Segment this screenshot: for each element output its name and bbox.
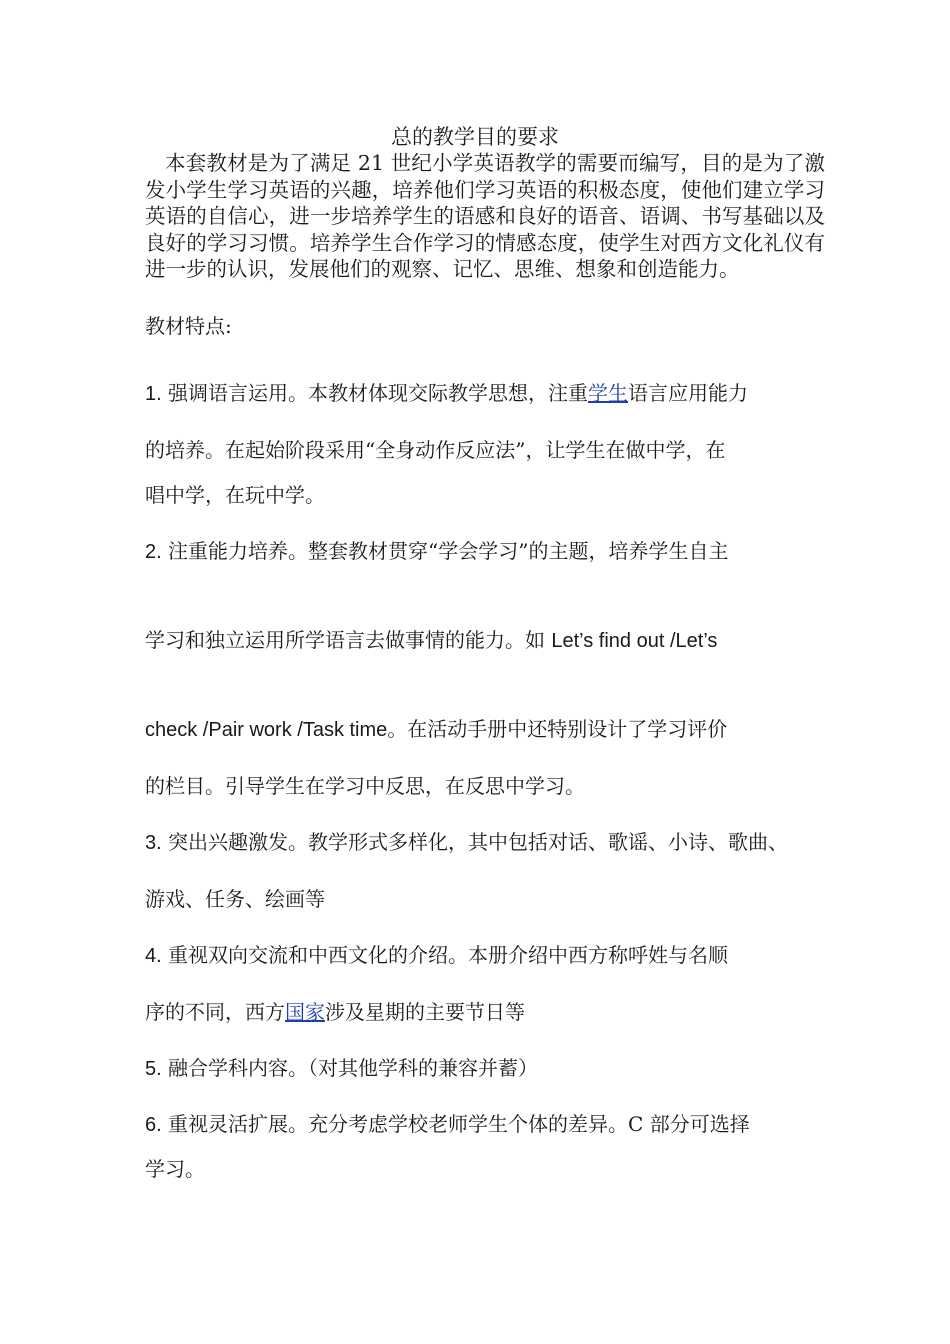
intro-paragraph: 本套教材是为了满足 21 世纪小学英语教学的需要而编写，目的是为了激发小学生学习英语的兴趣，培养他们学习英语的积极态度，使他们建立学习英语的自信心，进一步培养学生的语感和良好的语音、语调、书写基础以及良好的学习习惯。培养学生合作学习的情感态度，使学生对西方文化礼仪有进一步的认识，发展他们的观察、记忆、思维、想象和创造能力。: [145, 151, 825, 281]
item-2-number: 2.: [145, 541, 162, 563]
link-country[interactable]: 国家: [285, 1000, 325, 1024]
document-title: 总的教学目的要求: [391, 125, 559, 149]
item-3-number: 3.: [145, 832, 162, 854]
features-heading: 教材特点:: [145, 314, 232, 338]
item-6-line-2: 学习。: [145, 1157, 205, 1181]
item-4-line-2: 序的不同，西方国家涉及星期的主要节日等: [145, 1000, 525, 1024]
item-4-line-1: 4. 重视双向交流和中西文化的介绍。本册介绍中西方称呼姓与名顺: [145, 943, 729, 967]
link-student[interactable]: 学生: [588, 381, 629, 405]
item-1-line-2: 的培养。在起始阶段采用“全身动作反应法”，让学生在做中学，在: [145, 438, 726, 462]
item-1-line-3: 唱中学，在玩中学。: [145, 483, 325, 507]
item-2-line-3: check /Pair work /Task time。在活动手册中还特别设计了学习评价: [145, 717, 728, 741]
item-5-line-1: 5. 融合学科内容。（对其他学科的兼容并蓄）: [145, 1056, 539, 1080]
item-4-number: 4.: [145, 945, 162, 967]
item-1-number: 1.: [145, 383, 162, 405]
item-2-line-2: 学习和独立运用所学语言去做事情的能力。如 Let’s find out /Let’s: [145, 628, 718, 652]
item-3-line-1: 3. 突出兴趣激发。教学形式多样化，其中包括对话、歌谣、小诗、歌曲、: [145, 830, 789, 854]
item-1-line-1: 1. 强调语言运用。本教材体现交际教学思想，注重学生语言应用能力: [145, 381, 749, 405]
item-6-line-1: 6. 重视灵活扩展。充分考虑学校老师学生个体的差异。C 部分可选择: [145, 1112, 750, 1136]
item-5-number: 5.: [145, 1058, 162, 1080]
item-3-line-2: 游戏、任务、绘画等: [145, 887, 325, 911]
item-2-line-1: 2. 注重能力培养。整套教材贯穿“学会学习”的主题，培养学生自主: [145, 539, 729, 563]
item-2-line-4: 的栏目。引导学生在学习中反思，在反思中学习。: [145, 774, 585, 798]
item-6-number: 6.: [145, 1114, 162, 1136]
